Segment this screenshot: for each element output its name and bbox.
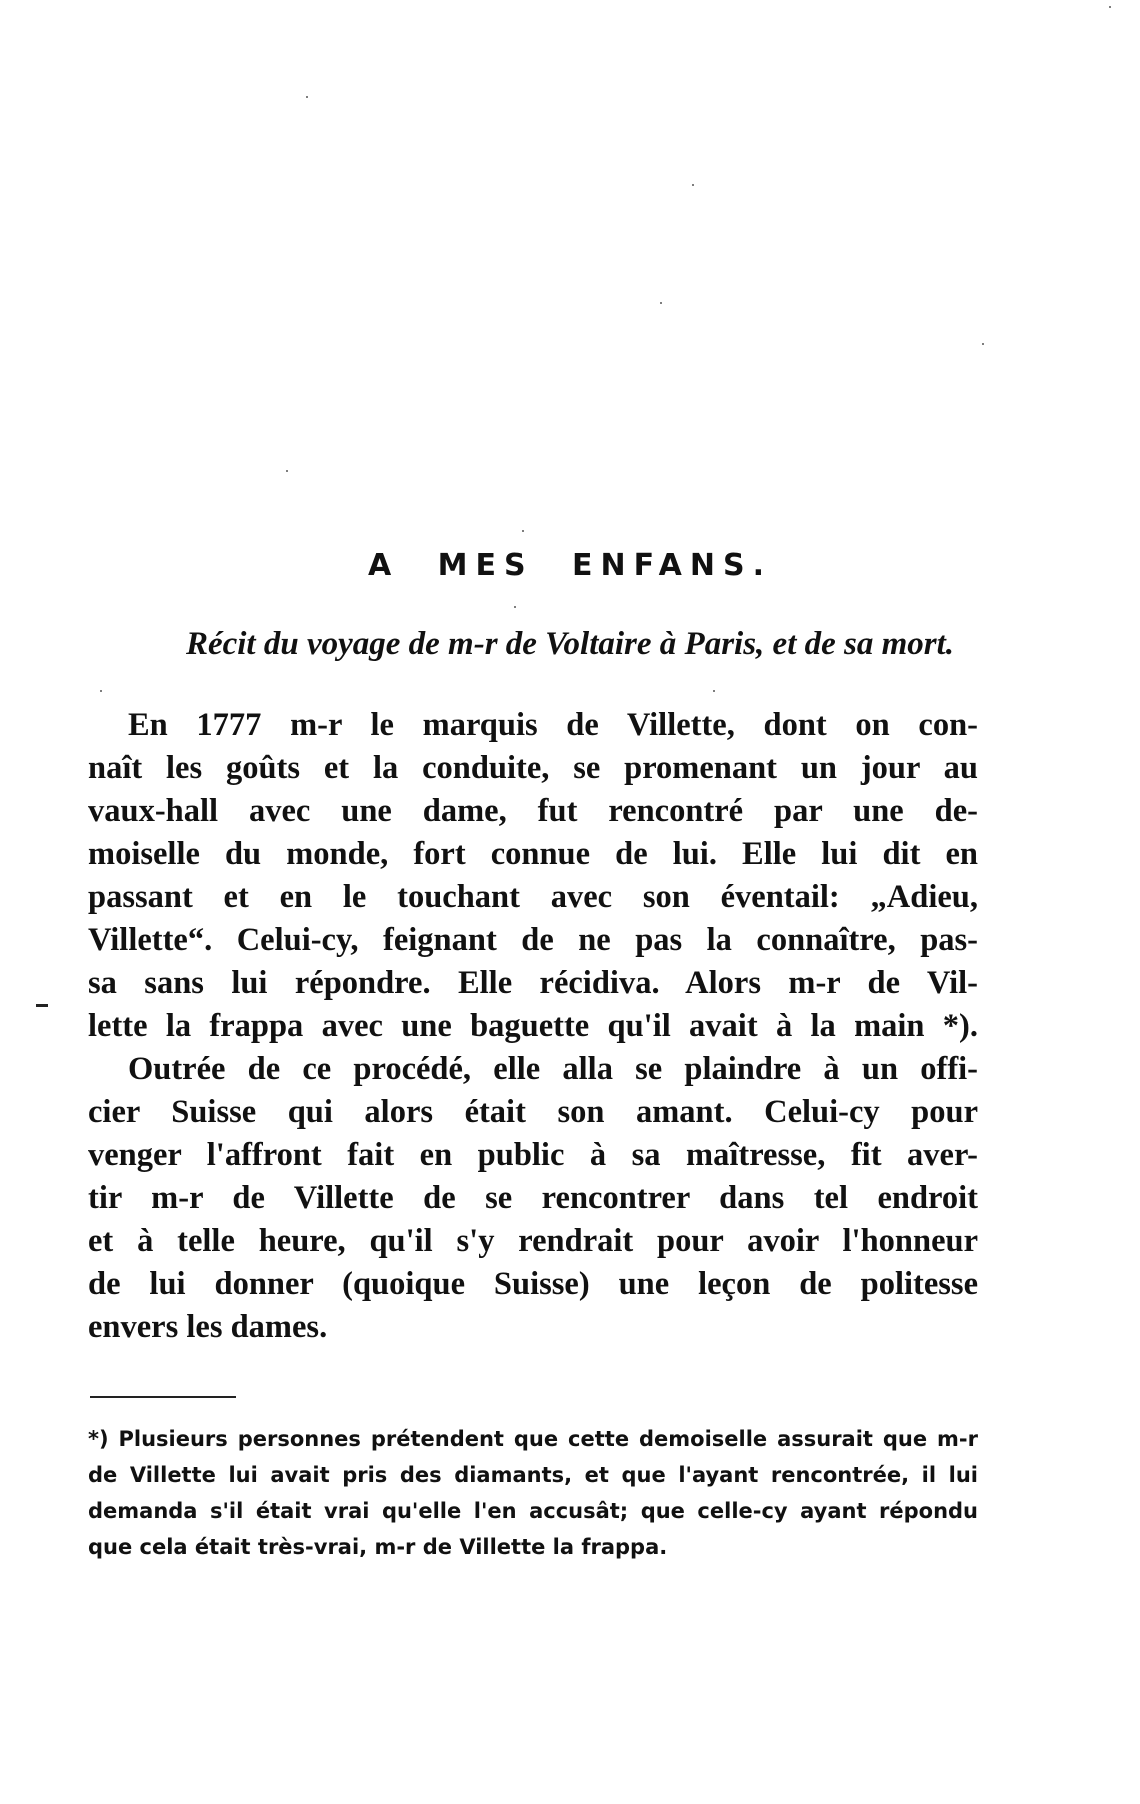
- body-line: lette la frappa avec une baguette qu'il avait à la main *).: [88, 1008, 978, 1044]
- body-line: En 1777 m-r le marquis de Villette, dont on con-: [128, 707, 978, 743]
- body-line: tir m-r de Villette de se rencontrer dans tel endroit: [88, 1180, 978, 1216]
- scan-speck: [713, 690, 715, 692]
- body-line: cier Suisse qui alors était son amant. Celui-cy pour: [88, 1094, 978, 1130]
- footnote-line: *) Plusieurs personnes prétendent que cette demoiselle assurait que m-r: [88, 1427, 978, 1451]
- scan-speck: [286, 470, 288, 472]
- footnote-line: de Villette lui avait pris des diamants, et que l'ayant rencontrée, il lui: [88, 1463, 978, 1487]
- scan-speck: [514, 606, 516, 608]
- main-paragraph: [88, 704, 978, 1349]
- body-line: Outrée de ce procédé, elle alla se plaindre à un offi-: [128, 1051, 978, 1087]
- page-heading: A MES ENFANS.: [367, 548, 773, 583]
- body-line: naît les goûts et la conduite, se promenant un jour au: [88, 750, 978, 786]
- margin-mark: [36, 1004, 48, 1007]
- scan-speck: [1109, 6, 1111, 8]
- body-line: moiselle du monde, fort connue de lui. Elle lui dit en: [88, 836, 978, 872]
- footnote-line: demanda s'il était vrai qu'elle l'en accusât; que celle-cy ayant répondu: [88, 1499, 978, 1523]
- body-line: venger l'affront fait en public à sa maîtresse, fit aver-: [88, 1137, 978, 1173]
- scan-speck: [522, 530, 524, 532]
- scan-speck: [660, 302, 662, 304]
- body-line: passant et en le touchant avec son éventail: „Adieu,: [88, 879, 978, 915]
- body-line: de lui donner (quoique Suisse) une leçon de politesse: [88, 1266, 978, 1302]
- chapter-subtitle: Récit du voyage de m-r de Voltaire à Paris, et de sa mort.: [185, 626, 955, 662]
- body-line: envers les dames.: [88, 1309, 328, 1345]
- body-line: Villette“. Celui-cy, feignant de ne pas la connaître, pas-: [88, 922, 978, 958]
- body-line: vaux-hall avec une dame, fut rencontré par une de-: [88, 793, 978, 829]
- scan-speck: [692, 184, 694, 186]
- footnote: [88, 1421, 978, 1565]
- scan-speck: [100, 690, 102, 692]
- scan-speck: [306, 96, 308, 98]
- footnote-divider: [90, 1396, 236, 1398]
- body-line: et à telle heure, qu'il s'y rendrait pour avoir l'honneur: [88, 1223, 978, 1259]
- scan-speck: [982, 343, 984, 345]
- footnote-line: que cela était très-vrai, m-r de Villette la frappa.: [88, 1535, 668, 1559]
- body-line: sa sans lui répondre. Elle récidiva. Alors m-r de Vil-: [88, 965, 978, 1001]
